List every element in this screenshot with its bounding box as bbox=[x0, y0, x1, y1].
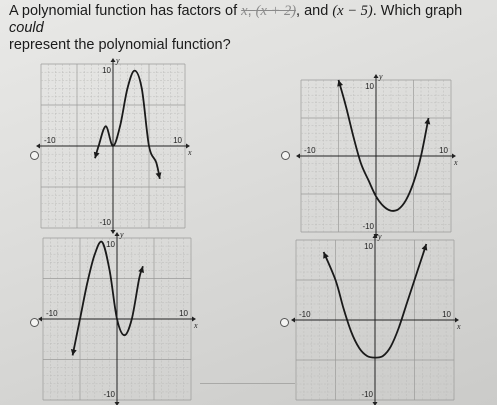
graph-canvas bbox=[301, 72, 458, 232]
graph-option-d[interactable] bbox=[296, 232, 461, 400]
option-b-radio[interactable] bbox=[281, 151, 290, 160]
y-tick-label-min: -10 bbox=[103, 390, 115, 399]
x-axis-name: x bbox=[188, 148, 192, 157]
graph-canvas bbox=[41, 56, 192, 228]
y-tick-label-min: -10 bbox=[362, 222, 374, 231]
option-a-radio[interactable] bbox=[30, 151, 39, 160]
graph-option-c[interactable] bbox=[43, 230, 198, 400]
y-axis-name: y bbox=[120, 230, 124, 239]
x-axis-arrow bbox=[296, 154, 300, 159]
y-axis-name: y bbox=[379, 72, 383, 81]
x-tick-label-max: 10 bbox=[173, 136, 182, 145]
y-tick-label-max: 10 bbox=[365, 82, 374, 91]
y-tick-label-min: -10 bbox=[361, 390, 373, 399]
question-text bbox=[9, 3, 495, 54]
y-tick-label-max: 10 bbox=[364, 242, 373, 251]
x-axis-arrow bbox=[36, 144, 40, 149]
graph-canvas bbox=[43, 230, 198, 400]
question-part: . Which graph bbox=[372, 3, 463, 19]
question-line-1 bbox=[9, 3, 495, 37]
option-d-radio[interactable] bbox=[280, 318, 289, 327]
factor-x: x bbox=[241, 3, 248, 19]
y-axis-arrow bbox=[111, 230, 116, 234]
question-line-2: represent the polynomial function? bbox=[9, 37, 231, 53]
y-axis-arrow bbox=[374, 74, 379, 78]
curve-arrow-start bbox=[71, 349, 77, 355]
polynomial-curve bbox=[339, 80, 429, 211]
x-tick-label-min: -10 bbox=[299, 310, 311, 319]
y-tick-label-max: 10 bbox=[106, 240, 115, 249]
x-tick-label-min: -10 bbox=[46, 309, 58, 318]
x-axis-name: x bbox=[457, 322, 461, 331]
graph-canvas bbox=[296, 232, 461, 400]
y-axis-arrow bbox=[115, 232, 120, 236]
curve-arrow-end bbox=[424, 118, 430, 125]
factor-separator: , bbox=[247, 3, 256, 19]
y-tick-label-min: -10 bbox=[99, 218, 111, 227]
factor-separator: , and bbox=[296, 3, 333, 19]
curve-arrow-end bbox=[156, 172, 162, 179]
y-tick-label-max: 10 bbox=[102, 66, 111, 75]
x-axis-name: x bbox=[194, 321, 198, 330]
polynomial-curve bbox=[73, 242, 143, 356]
x-tick-label-max: 10 bbox=[439, 146, 448, 155]
x-axis-name: x bbox=[454, 158, 458, 167]
y-axis-arrow bbox=[111, 58, 116, 62]
x-tick-label-max: 10 bbox=[442, 310, 451, 319]
factor-x-plus-2: (x + 2) bbox=[255, 3, 297, 19]
graph-option-a[interactable] bbox=[41, 56, 192, 228]
divider-line bbox=[200, 383, 295, 384]
question-emphasis: could bbox=[9, 20, 44, 36]
y-axis-name: y bbox=[378, 232, 382, 241]
graph-option-b[interactable] bbox=[301, 72, 458, 232]
factor-x-minus-5: (x − 5) bbox=[332, 3, 373, 19]
x-axis-arrow bbox=[291, 318, 295, 323]
option-c-radio[interactable] bbox=[30, 318, 39, 327]
x-tick-label-min: -10 bbox=[304, 146, 316, 155]
y-axis-name: y bbox=[116, 56, 120, 65]
x-tick-label-min: -10 bbox=[44, 136, 56, 145]
x-tick-label-max: 10 bbox=[179, 309, 188, 318]
question-part: A polynomial function has factors of bbox=[9, 3, 242, 19]
